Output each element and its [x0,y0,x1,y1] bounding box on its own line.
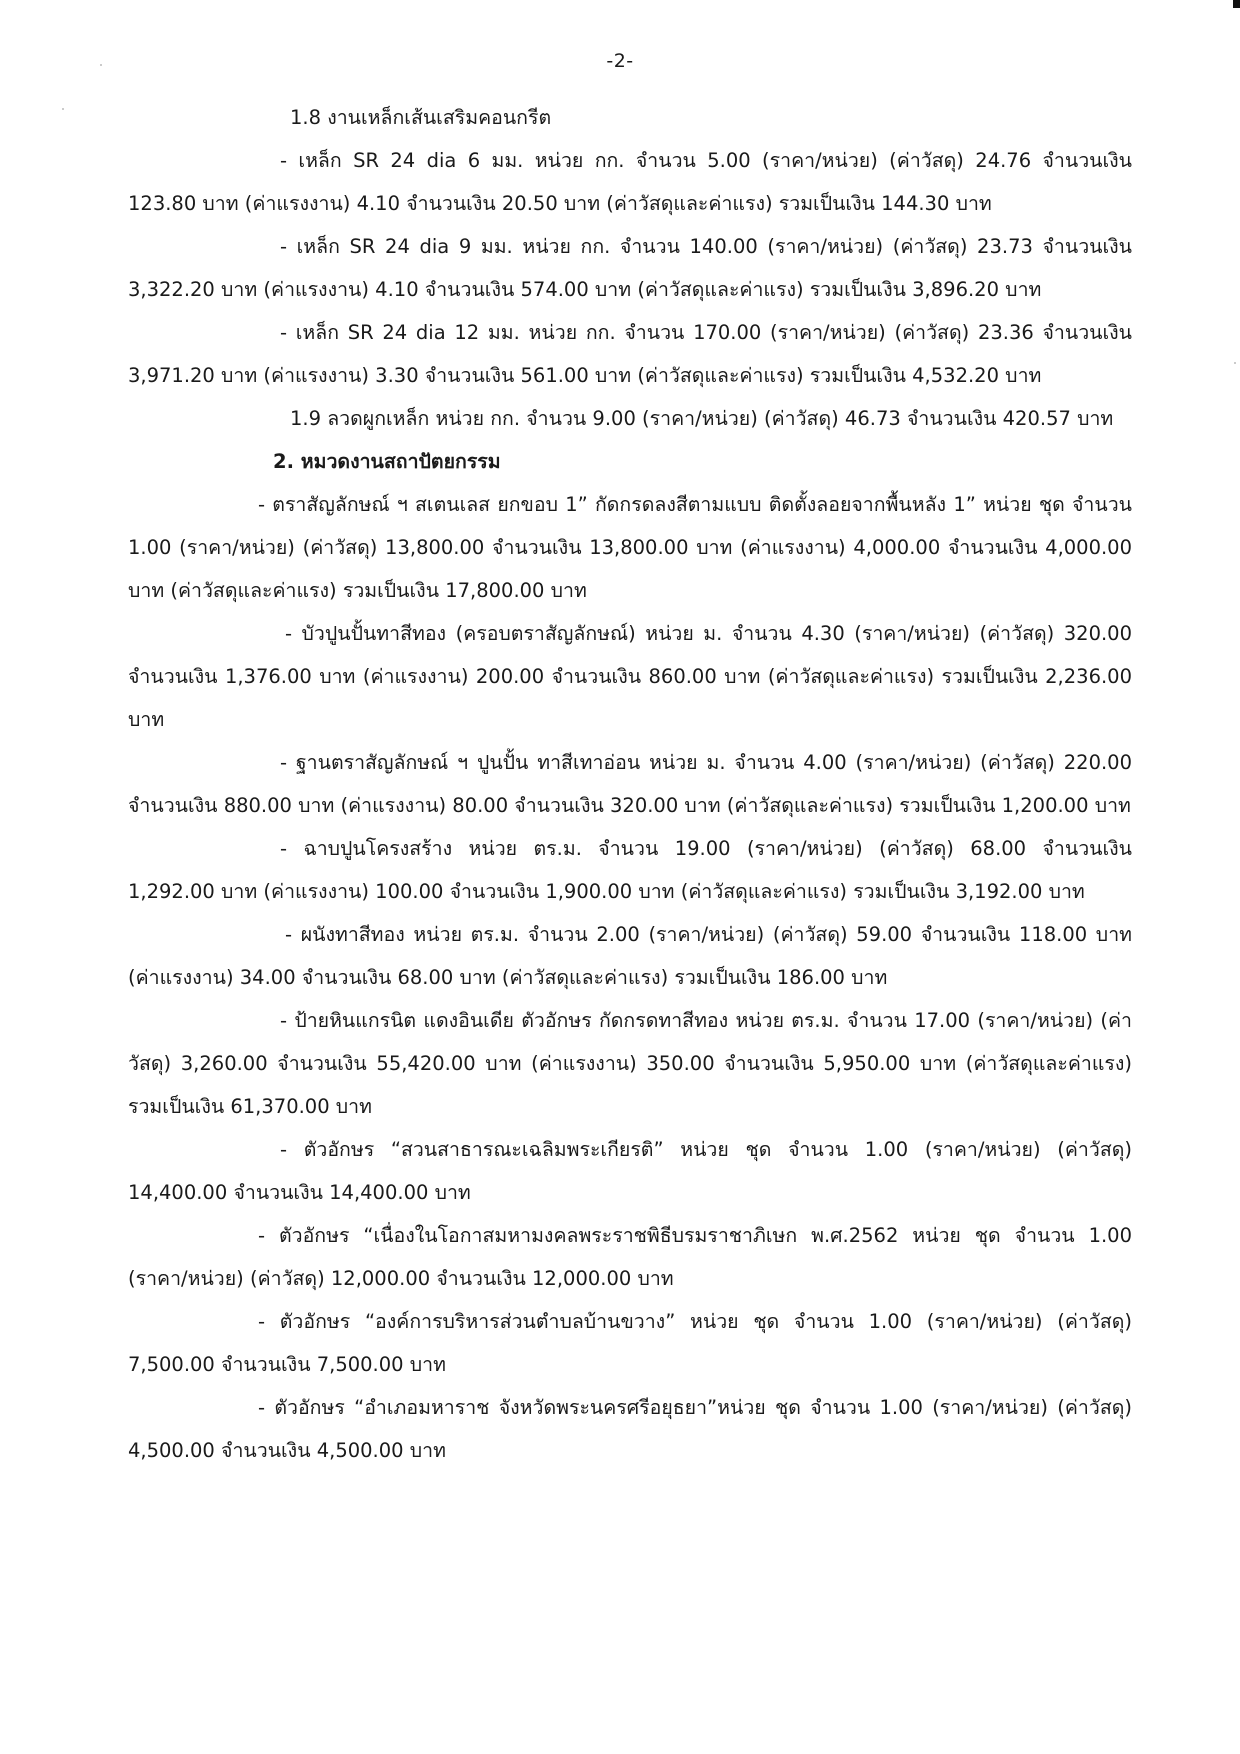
paragraph-structural-plaster: - ฉาบปูนโครงสร้าง หน่วย ตร.ม. จำนวน 19.00 (ราคา/หน่วย) (ค่าวัสดุ) 68.00 จำนวนเงิน 1,292.00 บาท (ค่าแรงงาน) 100.00 จำนวนเงิน 1,900.00 บาท (ค่าวัสดุและค่าแรง) รวมเป็นเงิน 3,192.00 บาท [128,837,1132,903]
paragraph-rebar-6mm: - เหล็ก SR 24 dia 6 มม. หน่วย กก. จำนวน 5.00 (ราคา/หน่วย) (ค่าวัสดุ) 24.76 จำนวนเงิน 123.80 บาท (ค่าแรงงาน) 4.10 จำนวนเงิน 20.50 บาท (ค่าวัสดุและค่าแรง) รวมเป็นเงิน 144.30 บาท [128,149,1132,215]
paragraph-letters-coronation: - ตัวอักษร “เนื่องในโอกาสมหามงคลพระราชพิธีบรมราชาภิเษก พ.ศ.2562 หน่วย ชุด จำนวน 1.00 (ราคา/หน่วย) (ค่าวัสดุ) 12,000.00 จำนวนเงิน 12,000.00 บาท [128,1224,1132,1290]
paragraph-rebar-heading: 1.8 งานเหล็กเส้นเสริมคอนกรีต [290,106,552,129]
paragraph-letters-sao: - ตัวอักษร “องค์การบริหารส่วนตำบลบ้านขวาง” หน่วย ชุด จำนวน 1.00 (ราคา/หน่วย) (ค่าวัสดุ) 7,500.00 จำนวนเงิน 7,500.00 บาท [128,1310,1132,1376]
paragraph-granite-sign: - ป้ายหินแกรนิต แดงอินเดีย ตัวอักษร กัดกรดทาสีทอง หน่วย ตร.ม. จำนวน 17.00 (ราคา/หน่วย) (ค่าวัสดุ) 3,260.00 จำนวนเงิน 55,420.00 บาท (ค่าแรงงาน) 350.00 จำนวนเงิน 5,950.00 บาท (ค่าวัสดุและค่าแรง) รวมเป็นเงิน 61,370.00 บาท [128,1009,1132,1118]
scan-corner-mark [1233,0,1240,8]
paragraph-stucco-molding: - บัวปูนปั้นทาสีทอง (ครอบตราสัญลักษณ์) หน่วย ม. จำนวน 4.30 (ราคา/หน่วย) (ค่าวัสดุ) 320.00 จำนวนเงิน 1,376.00 บาท (ค่าแรงงาน) 200.00 จำนวนเงิน 860.00 บาท (ค่าวัสดุและค่าแรง) รวมเป็นเงิน 2,236.00 บาท [128,622,1132,731]
document-body [128,96,1132,1472]
section-heading-architecture: 2. หมวดงานสถาปัตยกรรม [273,450,501,473]
paragraph-emblem-base: - ฐานตราสัญลักษณ์ ฯ ปูนปั้น ทาสีเทาอ่อน หน่วย ม. จำนวน 4.00 (ราคา/หน่วย) (ค่าวัสดุ) 220.00 จำนวนเงิน 880.00 บาท (ค่าแรงงาน) 80.00 จำนวนเงิน 320.00 บาท (ค่าวัสดุและค่าแรง) รวมเป็นเงิน 1,200.00 บาท [128,751,1132,817]
scan-speck [1234,362,1236,364]
page-number: -2- [606,50,634,72]
paragraph-emblem-stainless: - ตราสัญลักษณ์ ฯ สเตนเลส ยกขอบ 1” กัดกรดลงสีตามแบบ ติดตั้งลอยจากพื้นหลัง 1” หน่วย ชุด จำนวน 1.00 (ราคา/หน่วย) (ค่าวัสดุ) 13,800.00 จำนวนเงิน 13,800.00 บาท (ค่าแรงงาน) 4,000.00 จำนวนเงิน 4,000.00 บาท (ค่าวัสดุและค่าแรง) รวมเป็นเงิน 17,800.00 บาท [128,493,1132,602]
paragraph-gold-wall: - ผนังทาสีทอง หน่วย ตร.ม. จำนวน 2.00 (ราคา/หน่วย) (ค่าวัสดุ) 59.00 จำนวนเงิน 118.00 บาท (ค่าแรงงาน) 34.00 จำนวนเงิน 68.00 บาท (ค่าวัสดุและค่าแรง) รวมเป็นเงิน 186.00 บาท [128,923,1132,989]
paragraph-letters-park: - ตัวอักษร “สวนสาธารณะเฉลิมพระเกียรติ” หน่วย ชุด จำนวน 1.00 (ราคา/หน่วย) (ค่าวัสดุ) 14,400.00 จำนวนเงิน 14,400.00 บาท [128,1138,1132,1204]
scan-speck [62,108,64,110]
paragraph-letters-district: - ตัวอักษร “อำเภอมหาราช จังหวัดพระนครศรีอยุธยา”หน่วย ชุด จำนวน 1.00 (ราคา/หน่วย) (ค่าวัสดุ) 4,500.00 จำนวนเงิน 4,500.00 บาท [128,1396,1132,1462]
paragraph-tie-wire: 1.9 ลวดผูกเหล็ก หน่วย กก. จำนวน 9.00 (ราคา/หน่วย) (ค่าวัสดุ) 46.73 จำนวนเงิน 420.57 บาท [290,407,1114,430]
paragraph-rebar-12mm: - เหล็ก SR 24 dia 12 มม. หน่วย กก. จำนวน 170.00 (ราคา/หน่วย) (ค่าวัสดุ) 23.36 จำนวนเงิน 3,971.20 บาท (ค่าแรงงาน) 3.30 จำนวนเงิน 561.00 บาท (ค่าวัสดุและค่าแรง) รวมเป็นเงิน 4,532.20 บาท [128,321,1132,387]
paragraph-rebar-9mm: - เหล็ก SR 24 dia 9 มม. หน่วย กก. จำนวน 140.00 (ราคา/หน่วย) (ค่าวัสดุ) 23.73 จำนวนเงิน 3,322.20 บาท (ค่าแรงงาน) 4.10 จำนวนเงิน 574.00 บาท (ค่าวัสดุและค่าแรง) รวมเป็นเงิน 3,896.20 บาท [128,235,1132,301]
